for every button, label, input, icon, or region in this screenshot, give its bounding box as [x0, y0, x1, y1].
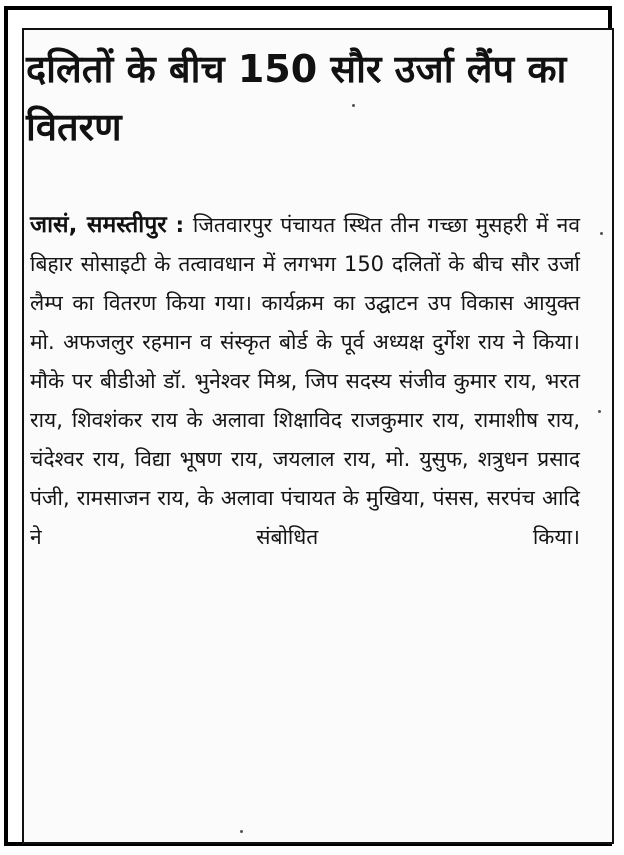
dateline-separator: : — [166, 213, 193, 237]
article-headline: दलितों के बीच 150 सौर उर्जा लैंप का वितरण — [26, 47, 567, 149]
article-body-text: जितवारपुर पंचायत स्थित तीन गच्छा मुसहरी में नव बिहार सोसाइटी के तत्वावधान में लगभग 150 दलितों के बीच सौर उर्जा लैम्प का वितरण किया गया। कार्यक्रम का उद्घाटन उप विकास आयुक्त मो. अफजलुर रहमान व संस्कृत बोर्ड के पूर्व अध्यक्ष दुर्गेश राय ने किया। मौके पर बीडीओ डॉ. भुनेश्वर मिश्र, जिप सदस्य संजीव कुमार राय, भरत राय, शिवशंकर राय के अलावा शिक्षाविद राजकुमार राय, रामाशीष राय, चंदेश्वर राय, विद्या भूषण राय, जयलाल राय, मो. युसुफ, शत्रुधन प्रसाद पंजी, रामसाजन राय, के अलावा पंचायत के मुखिया, पंसस, सरपंच आदि ने संबोधित किया। — [30, 213, 580, 549]
print-speck — [598, 410, 601, 413]
print-speck — [352, 104, 355, 107]
article-dateline: जासं, समस्तीपुर — [30, 212, 167, 238]
article-body — [30, 206, 580, 557]
print-speck — [240, 830, 243, 833]
print-speck — [600, 232, 603, 235]
